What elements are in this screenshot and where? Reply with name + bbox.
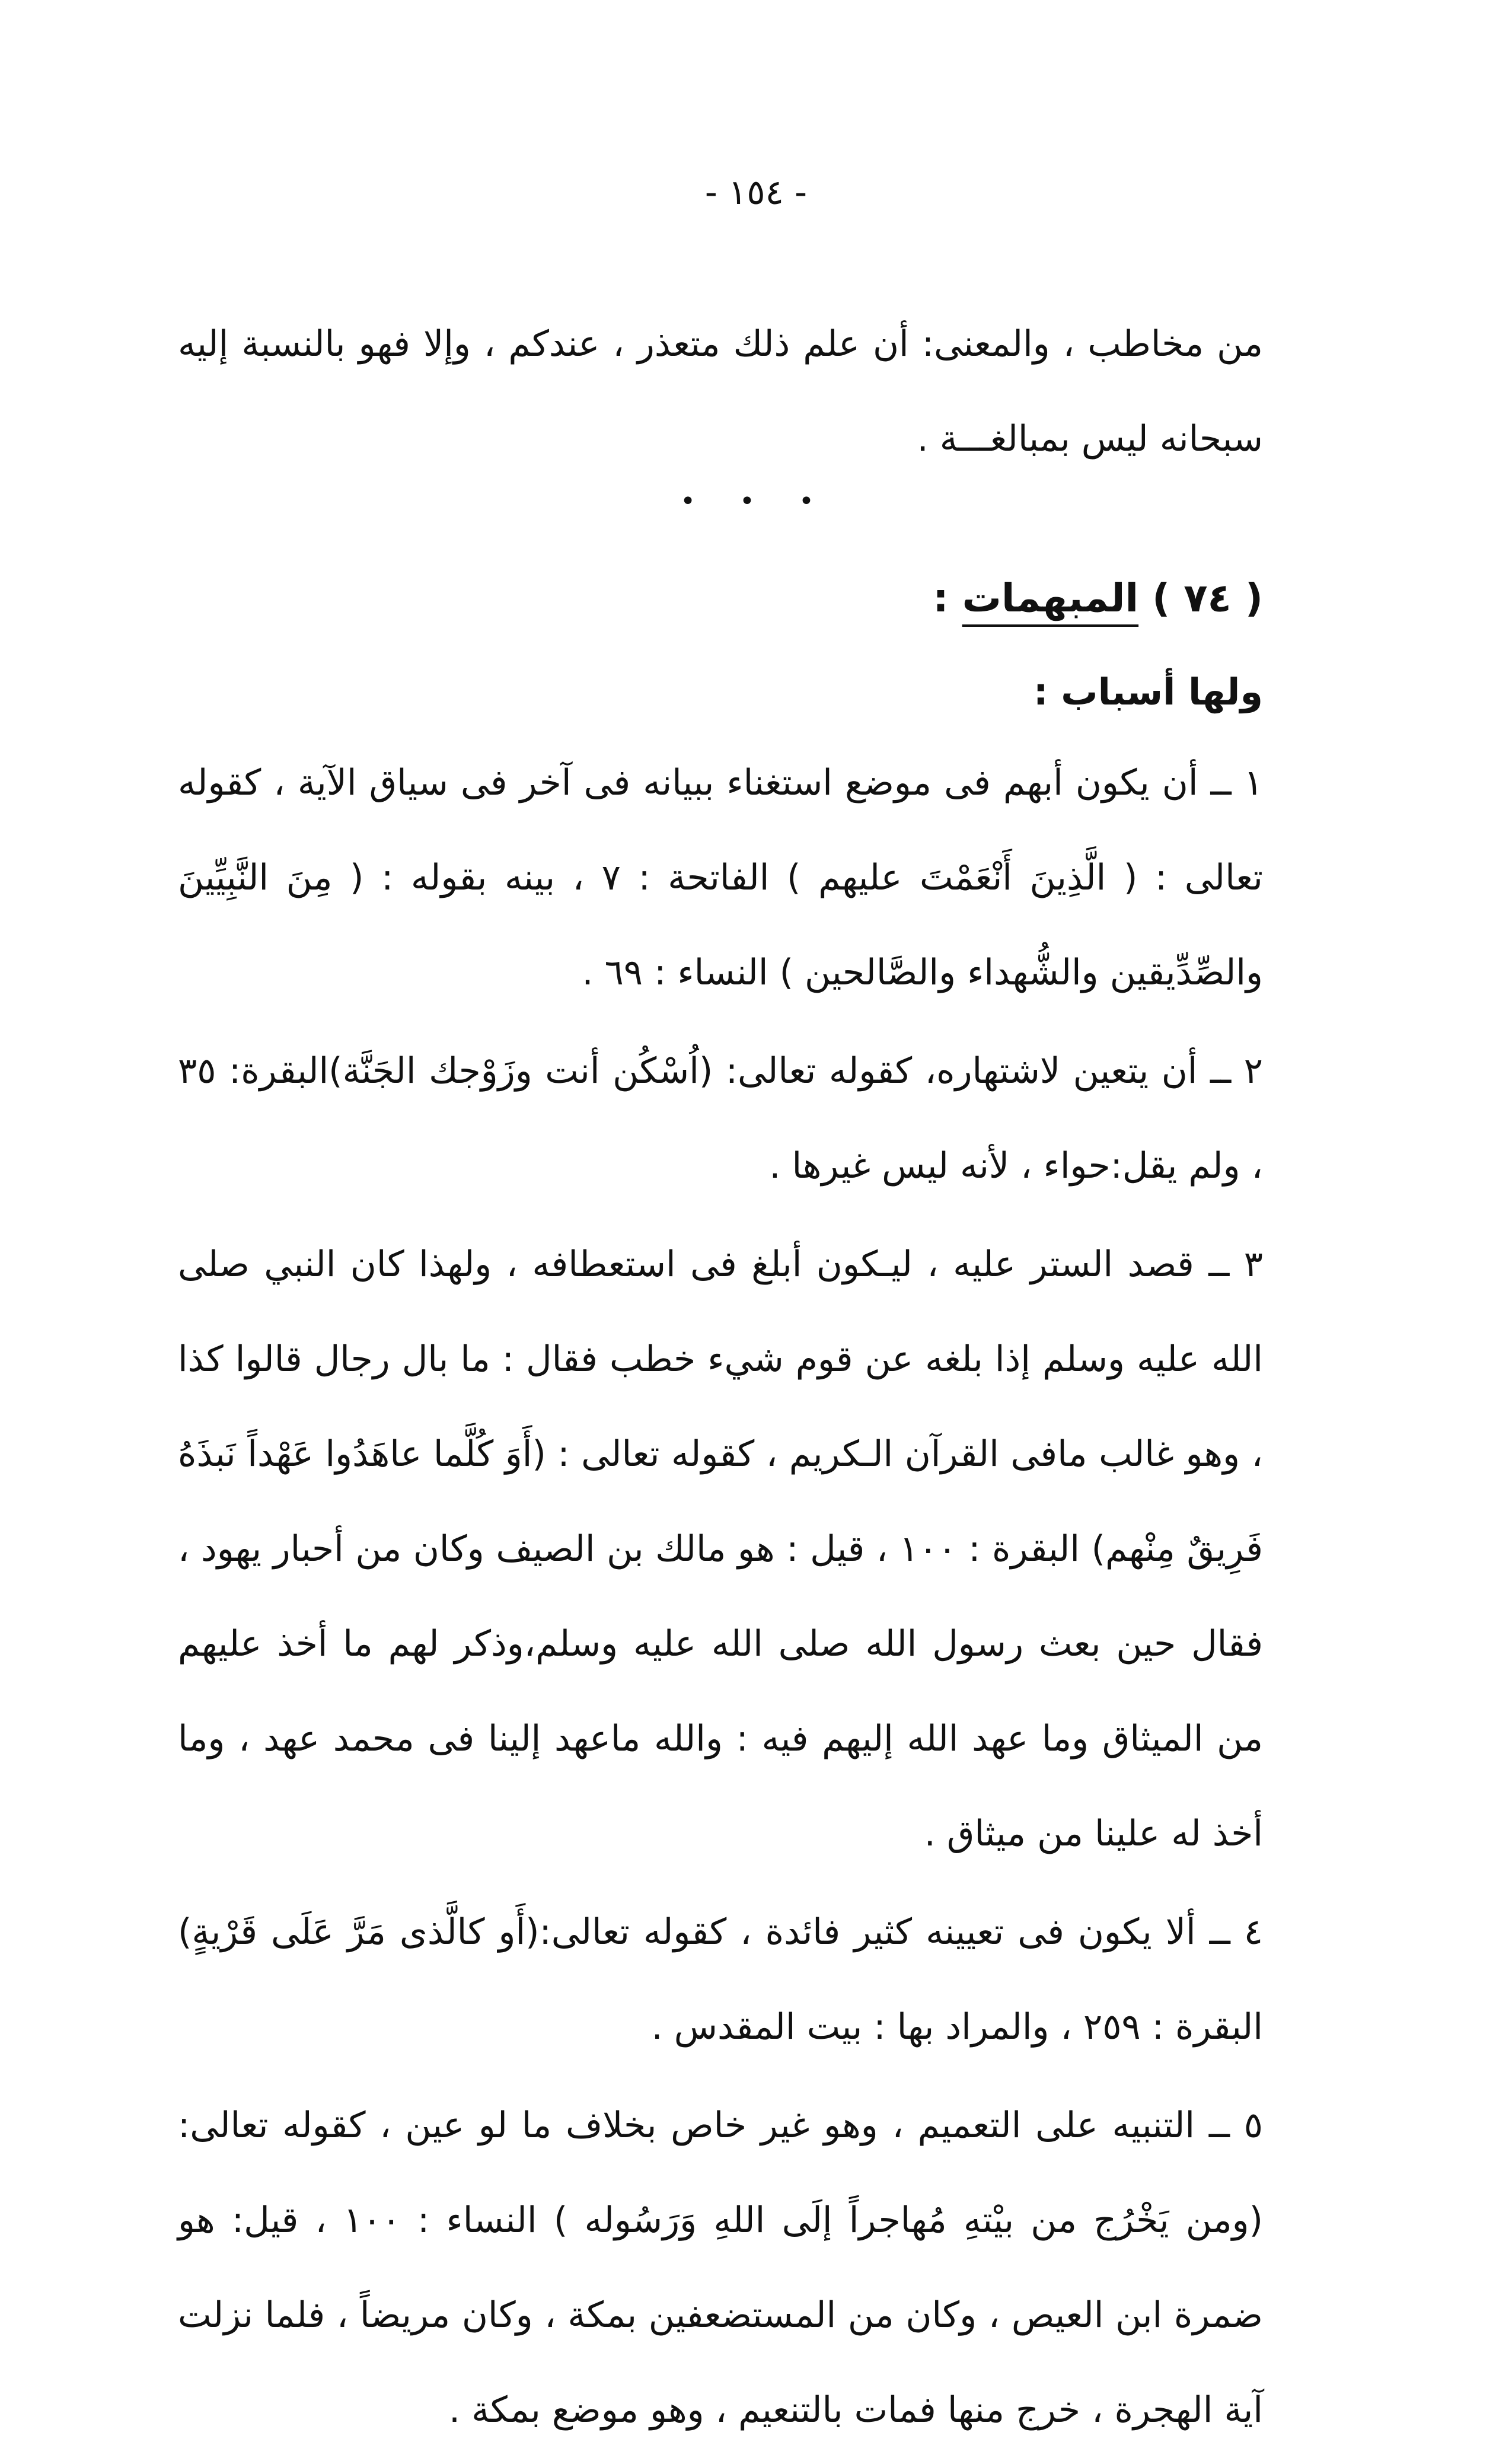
intro-text	[178, 297, 1263, 486]
intro-paragraph: من مخاطب ، والمعنى: أن علم ذلك متعذر ، عندكم ، وإلا فهو بالنسبة إليه سبحانه ليس بمبالغـــة .	[178, 323, 1263, 460]
section-title: المبهمات	[962, 575, 1139, 621]
section-body	[178, 735, 1263, 2461]
reason-paragraph-1: ١ ــ أن يكون أبهم فى موضع استغناء ببيانه فى آخر فى سياق الآية ، كقوله تعالى : ( الَّذِينَ أَنْعَمْتَ عليهم ) الفاتحة : ٧ ، بينه بقوله : ( مِنَ النَّبِيِّينَ والصِّدِّيقين والشُّهداء والصَّالحين ) النساء : ٦٩ .	[178, 762, 1263, 993]
section-heading	[933, 575, 1263, 621]
page-number: - ١٥٤ -	[704, 172, 808, 212]
section-separator: • • •	[680, 486, 832, 517]
section-number: ( ٧٤ )	[1152, 575, 1263, 621]
section-colon: :	[933, 575, 949, 621]
reason-paragraph-5: ٥ ــ التنبيه على التعميم ، وهو غير خاص بخلاف ما لو عين ، كقوله تعالى: (ومن يَخْرُج من بيْتهِ مُهاجراً إلَى اللهِ وَرَسُوله ) النساء : ١٠٠ ، قيل: هو ضمرة ابن العيص ، وكان من المستضعفين بمكة ، وكان مريضاً ، فلما نزلت آية الهجرة ، خرج منها فمات بالتنعيم ، وهو موضع بمكة .	[178, 2105, 1263, 2431]
section-subheading: ولها أسباب :	[1033, 670, 1263, 713]
reason-paragraph-2: ٢ ــ أن يتعين لاشتهاره، كقوله تعالى: (اُسْكُن أنت وزَوْجك الجَنَّة)البقرة: ٣٥ ، ولم يقل:حواء ، لأنه ليس غيرها .	[178, 1050, 1263, 1187]
reason-paragraph-3: ٣ ــ قصد الستر عليه ، ليـكون أبلغ فى استعطافه ، ولهذا كان النبي صلى الله عليه وسلم إذا بلغه عن قوم شيء خطب فقال : ما بال رجال قالوا كذا ، وهو غالب مافى القرآن الـكريم ، كقوله تعالى : (أَوَ كُلَّما عاهَدُوا عَهْداً نَبذَهُ فَرِيقٌ مِنْهم) البقرة : ١٠٠ ، قيل : هو مالك بن الصيف وكان من أحبار يهود ، فقال حين بعث رسول الله صلى الله عليه وسلم،وذكر لهم ما أخذ عليهم من الميثاق وما عهد الله إليهم فيه : والله ماعهد إلينا فى محمد عهد ، وما أخذ له علينا من ميثاق .	[178, 1244, 1263, 1854]
reason-paragraph-4: ٤ ــ ألا يكون فى تعيينه كثير فائدة ، كقوله تعالى:(أَو كالَّذى مَرَّ عَلَى قَرْيةٍ) البقرة : ٢٥٩ ، والمراد بها : بيت المقدس .	[178, 1911, 1263, 2048]
